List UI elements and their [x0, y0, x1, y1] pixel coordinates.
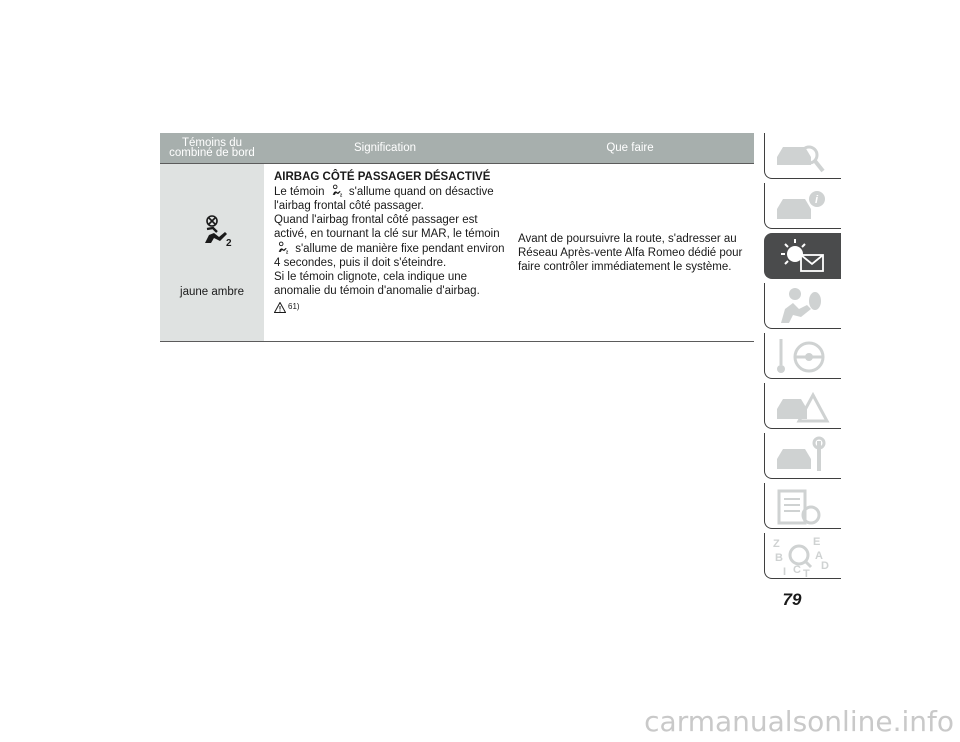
passenger-airbag-off-icon	[199, 213, 235, 249]
chapter-tabs	[764, 133, 841, 583]
page-number: 79	[782, 590, 802, 609]
meaning-text: s'allume de manière fixe pendant environ 4 secondes, puis il doit s'éteindre.	[274, 243, 505, 269]
tab-car-search[interactable]	[764, 133, 841, 179]
specifications-gear-icon	[771, 485, 835, 527]
header-lamps: Témoins du combiné de bord	[169, 137, 255, 159]
meaning-text: Le témoin	[274, 186, 325, 198]
airbag-seat-icon	[771, 285, 835, 327]
car-wrench-icon	[771, 435, 835, 477]
passenger-airbag-off-icon	[276, 241, 290, 254]
tab-starting-driving[interactable]	[764, 333, 841, 379]
svg-text:C: C	[793, 564, 801, 576]
warning-light-message-icon	[771, 235, 835, 277]
warning-lights-table	[160, 133, 754, 342]
steering-key-icon	[771, 335, 835, 377]
svg-text:2: 2	[339, 192, 343, 197]
svg-text:i: i	[815, 194, 819, 206]
tab-safety[interactable]	[764, 283, 841, 329]
car-search-icon	[771, 135, 835, 177]
svg-text:B: B	[775, 552, 783, 564]
tab-technical-data[interactable]	[764, 483, 841, 529]
svg-text:2: 2	[285, 249, 289, 254]
alphabetical-index-icon	[771, 535, 835, 577]
meaning-text: Quand l'airbag frontal côté passager est activé, en tournant la clé sur MAR, le témoin	[274, 214, 500, 240]
svg-text:2: 2	[226, 238, 232, 249]
tab-index[interactable]	[764, 533, 841, 579]
tab-emergency[interactable]	[764, 383, 841, 429]
watermark: carmanualsonline.info	[644, 705, 954, 738]
warning-reference-number: 61)	[288, 302, 300, 311]
svg-text:T: T	[803, 568, 810, 577]
header-action: Que faire	[606, 142, 654, 154]
car-breakdown-warning-icon	[771, 385, 835, 427]
warning-title: AIRBAG CÔTÉ PASSAGER DÉSACTIVÉ	[274, 171, 491, 183]
lamp-cell	[160, 164, 264, 341]
passenger-airbag-off-icon	[330, 184, 344, 197]
meaning-paragraph-2	[274, 213, 506, 270]
table-row	[160, 164, 754, 342]
svg-text:A: A	[815, 550, 823, 562]
svg-text:E: E	[813, 536, 821, 548]
meaning-text: s'allume quand on désactive l'airbag frontal côté passager.	[274, 186, 494, 212]
meaning-paragraph-1	[274, 184, 506, 213]
svg-text:D: D	[821, 560, 829, 572]
header-meaning: Signification	[353, 142, 416, 154]
action-text: Avant de poursuivre la route, s'adresser au Réseau Après-vente Alfa Romeo dédié pour faire contrôler immédiatement le système.	[518, 232, 743, 273]
meaning-paragraph-3: Si le témoin clignote, cela indique une anomalie du témoin d'anomalie d'airbag.	[274, 271, 480, 297]
lamp-color-label: jaune ambre	[180, 286, 244, 298]
table-header	[160, 133, 754, 164]
tab-car-info[interactable]	[764, 183, 841, 229]
action-cell	[506, 164, 754, 341]
warning-reference	[274, 300, 506, 314]
car-info-icon	[771, 185, 835, 227]
warning-triangle-icon	[274, 302, 286, 313]
tab-warning-lights[interactable]	[764, 233, 841, 279]
svg-text:I: I	[783, 566, 787, 577]
svg-text:Z: Z	[773, 538, 780, 550]
meaning-cell	[264, 164, 506, 341]
tab-maintenance[interactable]	[764, 433, 841, 479]
